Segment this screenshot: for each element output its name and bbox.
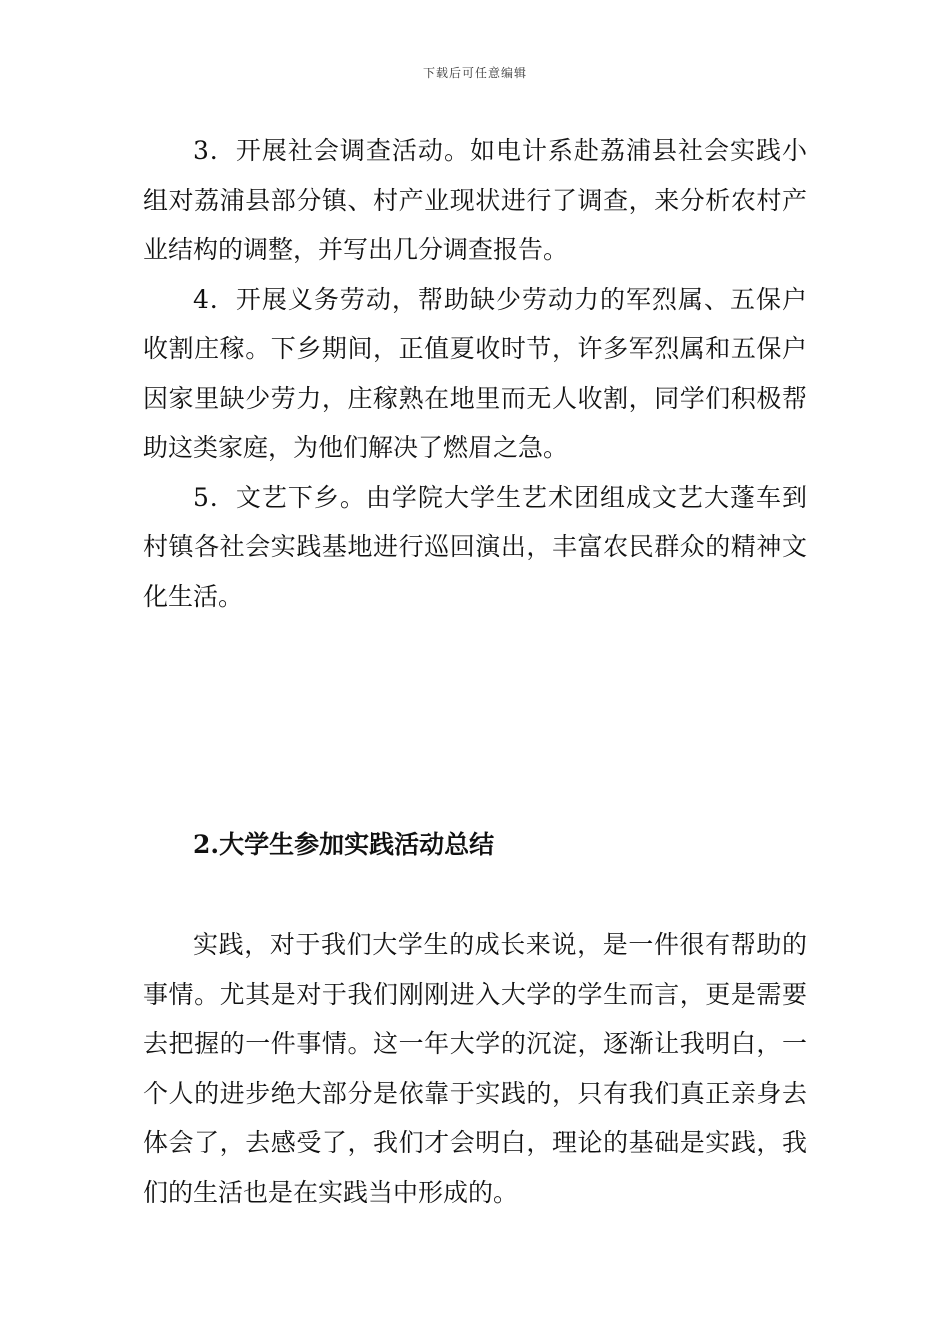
section-2-body xyxy=(143,920,807,1217)
section-heading: 2.大学生参加实践活动总结 xyxy=(193,830,495,859)
page-header: 下载后可任意编辑 xyxy=(422,66,527,80)
section-1-body xyxy=(143,126,807,621)
paragraph-item-5: 5．文艺下乡。由学院大学生艺术团组成文艺大蓬车到村镇各社会实践基地进行巡回演出，丰富农民群众的精神文化生活。 xyxy=(143,482,807,611)
paragraph-item-4: 4．开展义务劳动，帮助缺少劳动力的军烈属、五保户收割庄稼。下乡期间，正值夏收时节，许多军烈属和五保户因家里缺少劳力，庄稼熟在地里而无人收割，同学们积极帮助这类家庭，为他们解决了燃眉之急。 xyxy=(143,284,807,462)
paragraph-item-3: 3．开展社会调查活动。如电计系赴荔浦县社会实践小组对荔浦县部分镇、村产业现状进行了调查，来分析农村产业结构的调整，并写出几分调查报告。 xyxy=(143,136,807,264)
section-2-heading-block xyxy=(143,820,807,870)
summary-paragraph: 实践，对于我们大学生的成长来说，是一件很有帮助的事情。尤其是对于我们刚刚进入大学的学生而言，更是需要去把握的一件事情。这一年大学的沉淀，逐渐让我明白，一个人的进步绝大部分是依靠于实践的，只有我们真正亲身去体会了，去感受了，我们才会明白，理论的基础是实践，我们的生活也是在实践当中形成的。 xyxy=(143,930,807,1207)
